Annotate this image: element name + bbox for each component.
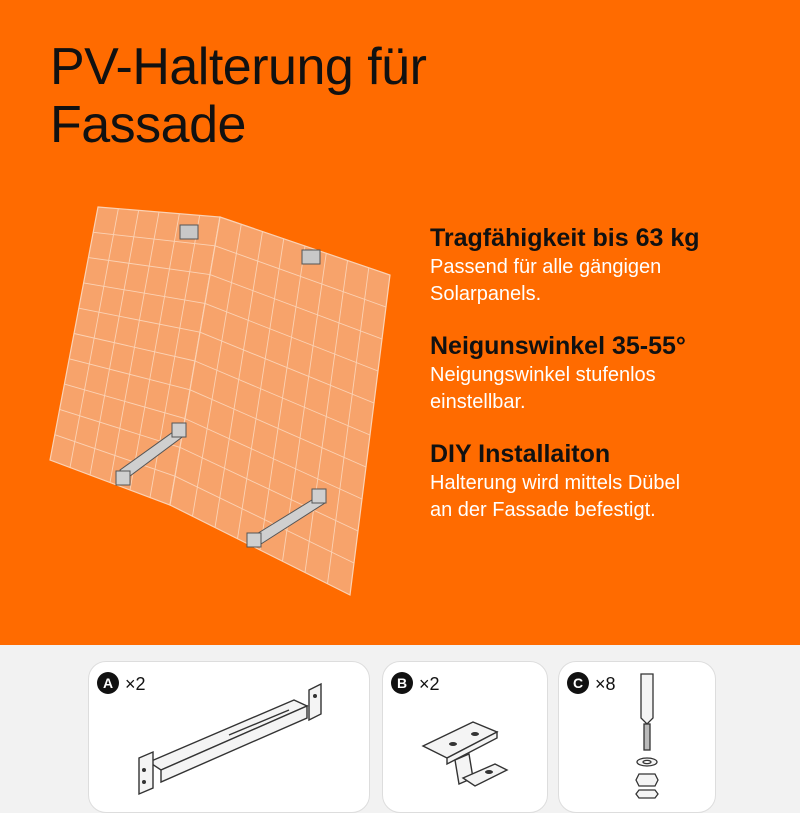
feature-title: Neigunswinkel 35-55° (430, 332, 686, 360)
page-title (50, 38, 426, 154)
solar-panel-illustration (40, 195, 410, 615)
clamp-icon (180, 225, 198, 239)
feature-list (430, 222, 790, 546)
clamp-icon (302, 250, 320, 264)
feature-description: an der Fassade befestigt. (430, 499, 656, 521)
mounting-bracket-icon (413, 698, 523, 798)
part-letter-badge: C (567, 672, 589, 694)
part-letter-badge: B (391, 672, 413, 694)
feature-description: Solarpanels. (430, 283, 542, 305)
part-quantity: ×2 (419, 674, 440, 694)
parts-section (0, 645, 800, 800)
feature-title: DIY Installaiton (430, 440, 611, 468)
part-card-c (558, 661, 716, 813)
wall-anchor-icon (627, 666, 667, 802)
title-line-1: PV-Halterung für (50, 38, 427, 96)
part-card-a (88, 661, 370, 813)
title-line-2: Fassade (50, 96, 246, 154)
feature-tilt-angle (430, 330, 790, 416)
feature-description: einstellbar. (430, 391, 526, 413)
feature-description: Halterung wird mittels Dübel (430, 472, 681, 494)
feature-diy-installation (430, 438, 790, 524)
part-letter-badge: A (97, 672, 119, 694)
part-quantity: ×8 (595, 674, 616, 694)
feature-load-capacity (430, 222, 790, 308)
feature-description: Neigungswinkel stufenlos (430, 364, 656, 386)
feature-description: Passend für alle gängigen (430, 256, 662, 278)
part-quantity: ×2 (125, 674, 146, 694)
telescopic-arm-icon (129, 670, 339, 800)
part-card-b (382, 661, 548, 813)
feature-title: Tragfähigkeit bis 63 kg (430, 224, 700, 252)
